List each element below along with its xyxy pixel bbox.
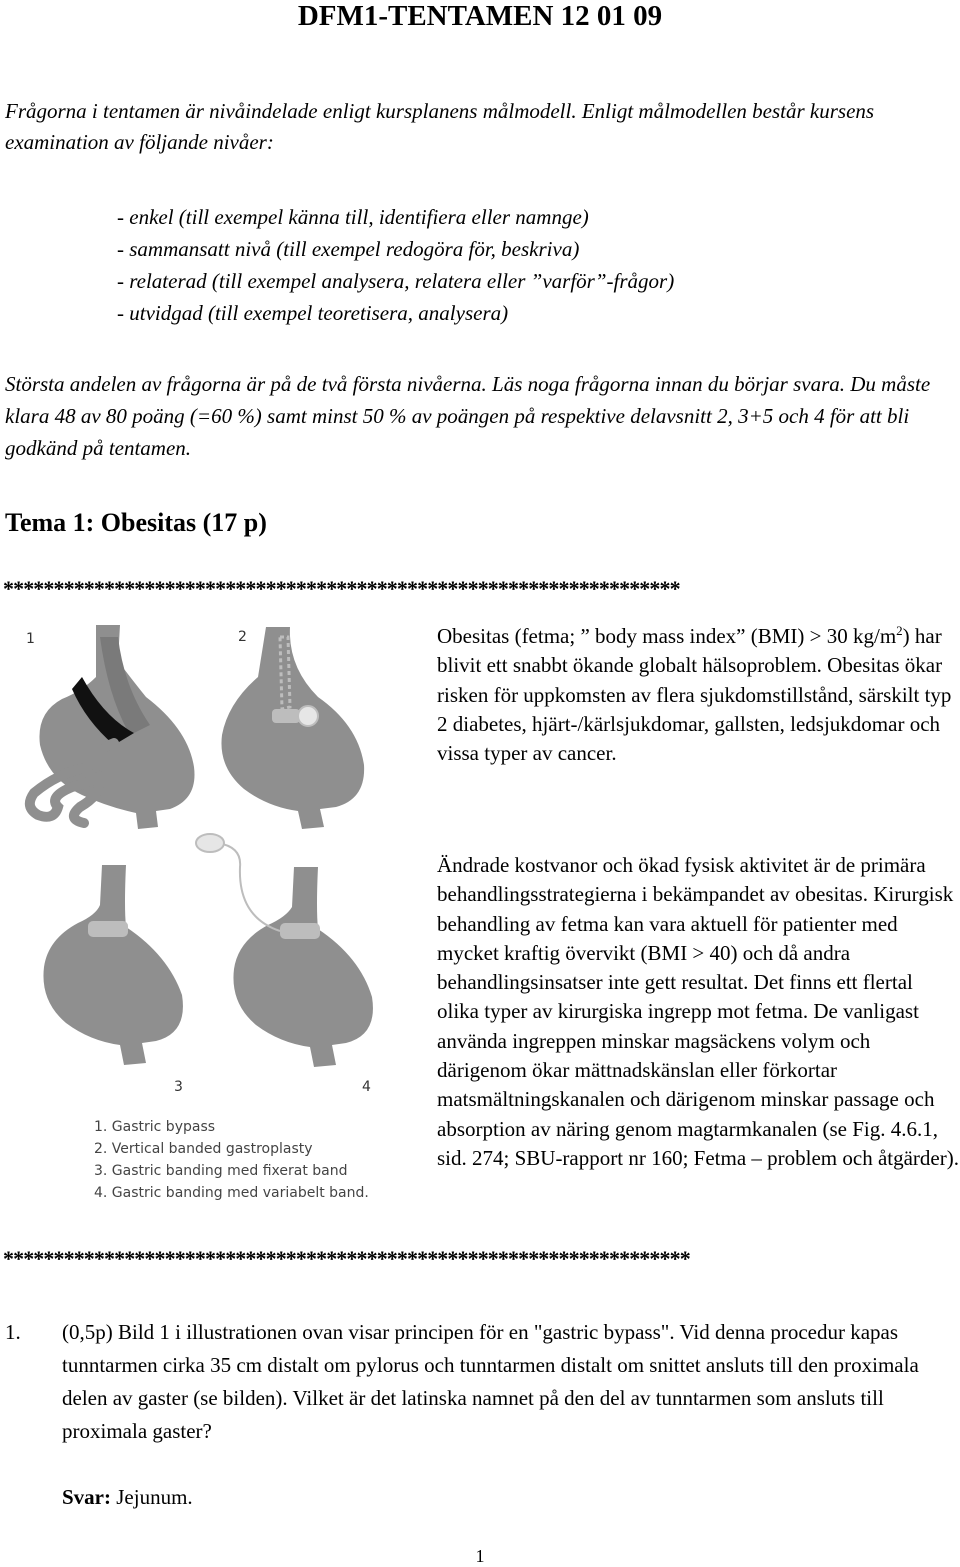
surgery-illustration (18, 617, 378, 1207)
level-item: - sammansatt nivå (till exempel redogöra för, beskriva) (117, 237, 580, 261)
instructions-note: Största andelen av frågorna är på de två första nivåerna. Läs noga frågorna innan du börjar svara. Du måste klara 48 av 80 poäng (=60 %) samt minst 50 % av poängen på respektive delavsnitt 2, 3+5 och 4 för att bli godkänd på tentamen. (5, 372, 931, 460)
page-title: DFM1-TENTAMEN 12 01 09 (297, 0, 663, 32)
figure-legend (94, 1119, 369, 1201)
legend-item: 4. Gastric banding med variabelt band. (94, 1185, 369, 1201)
panel-label-3: 3 (174, 1079, 183, 1095)
level-item: - utvidgad (till exempel teoretisera, analysera) (117, 301, 509, 325)
panel-4-adjustable-band (196, 834, 373, 1067)
panel-3-fixed-band (43, 865, 182, 1065)
surgery-illustration-svg (18, 617, 378, 1207)
level-list (117, 201, 947, 329)
level-item: - relaterad (till exempel analysera, relatera eller ”varför”-frågor) (117, 269, 675, 293)
superscript: 2 (896, 623, 903, 638)
paragraph-text: ) har blivit ett snabbt ökande globalt hälsoproblem. Obesitas ökar risken för uppkomsten av flera sjukdomstillstånd, särskilt typ 2 diabetes, hjärt-/kärlsjukdomar, gallsten, ledsjukdomar och vissa typer av cancer. (437, 624, 952, 766)
legend-item: 1. Gastric bypass (94, 1119, 216, 1135)
section-heading: Tema 1: Obesitas (17 p) (5, 508, 267, 537)
answer (62, 1483, 193, 1511)
panel-label-2: 2 (238, 629, 247, 645)
treatment-paragraph: Ändrade kostvanor och ökad fysisk aktivitet är de primära behandlingsstrategierna i bekämpandet av obesitas. Kirurgisk behandling av fetma kan vara aktuell för patienter med mycket kraftig övervikt (BMI > 40) och då andra behandlingsinsatser inte gett resultat. Det finns ett flertal olika typer av kirurgiska ingrepp mot fetma. De vanligast använda ingreppen minskar magsäckens volym och därigenom ökar mättnadskänslan eller förkortar matsmältningskanalen och därigenom minskar passage och absorption av näring genom magtarmkanalen (se Fig. 4.6.1, sid. 274; SBU-rapport nr 160; Fetma – problem och åtgärder). (437, 853, 959, 1170)
panel-label-1: 1 (26, 631, 35, 647)
answer-value: Jejunum. (111, 1485, 193, 1509)
answer-label: Svar: (62, 1485, 111, 1509)
panel-1-gastric-bypass (30, 625, 195, 829)
question-text: (0,5p) Bild 1 i illustrationen ovan visar principen för en "gastric bypass". Vid denna procedur kapas tunntarmen cirka 35 cm distalt om pylorus och tunntarmen distalt om snittet ansluts till den proximala delen av gaster (se bilden). Vilket är det latinska namnet på den del av tunntarmen som ansluts till proximala gaster? (62, 1320, 919, 1443)
paragraph-text: Obesitas (fetma; ” body mass index” (BMI) > 30 kg/m (437, 624, 897, 648)
separator-top: ******************************************************************* (3, 576, 680, 601)
level-item: - enkel (till exempel känna till, identifiera eller namnge) (117, 205, 589, 229)
legend-item: 3. Gastric banding med fixerat band (94, 1163, 348, 1179)
legend-item: 2. Vertical banded gastroplasty (94, 1141, 313, 1157)
page-number: 1 (475, 1546, 485, 1566)
separator-bottom: ******************************************************************** (3, 1246, 690, 1271)
intro-text: Frågorna i tentamen är nivåindelade enligt kursplanens målmodell. Enligt målmodellen består kursens examination av följande nivåer: (5, 99, 875, 154)
panel-label-4: 4 (362, 1079, 371, 1095)
question-number: 1. (5, 1320, 21, 1344)
panel-2-vbg (221, 627, 364, 829)
obesity-paragraph (437, 622, 960, 768)
